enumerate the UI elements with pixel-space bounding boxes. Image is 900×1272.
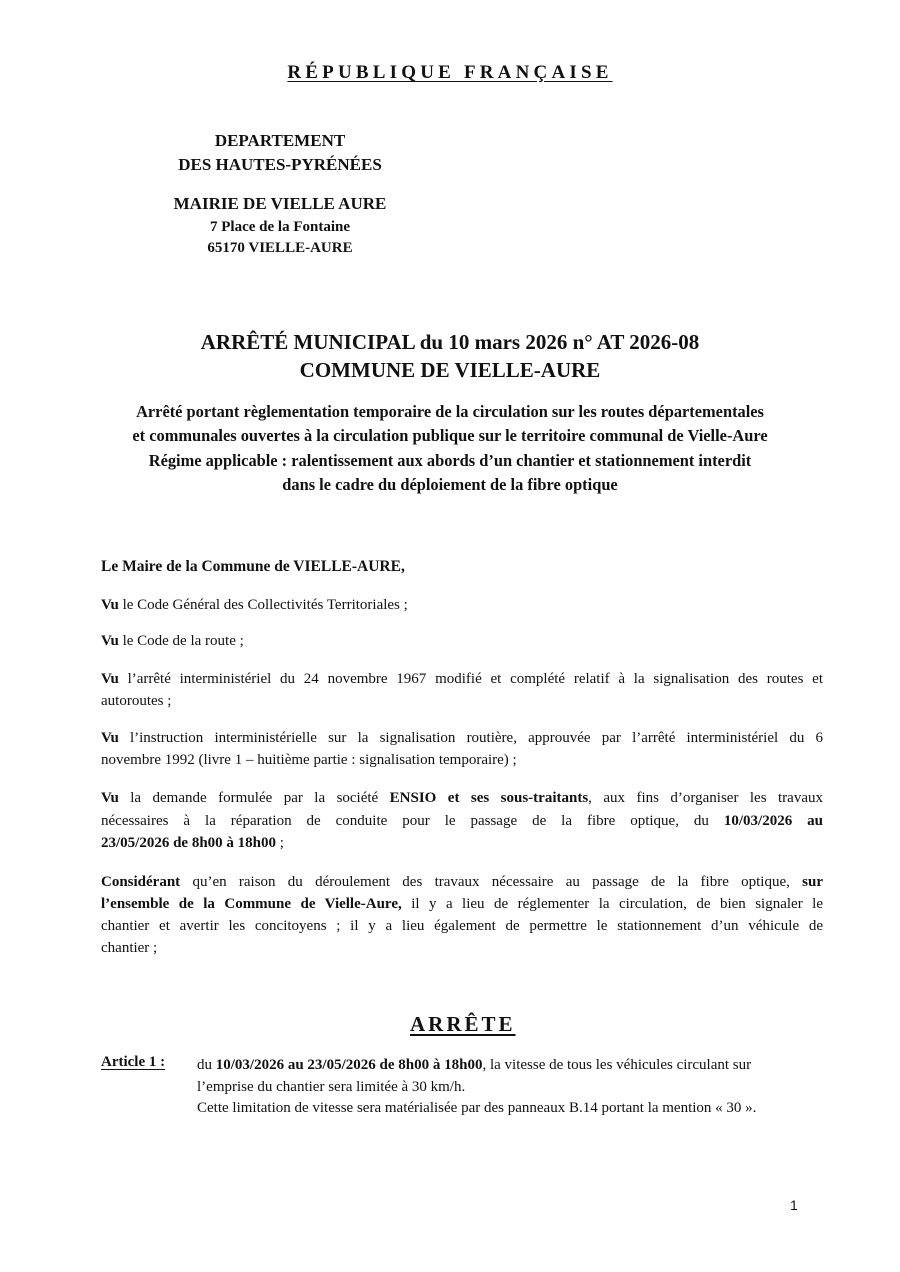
considerant-bold: l’ensemble de la Commune de Vielle-Aure, [101, 896, 402, 912]
mairie-name: MAIRIE DE VIELLE AURE [173, 194, 387, 213]
address-street: 7 Place de la Fontaine [210, 219, 350, 235]
date-range-end: 23/05/2026 de 8h00 à 18h00 [101, 835, 277, 851]
subtitle-line-3: Régime applicable : ralentissement aux abords d’un chantier et stationnement interdit [148, 451, 752, 470]
vu-text: , aux fins d’organiser les travaux [588, 790, 823, 806]
vu-arrete-1967-cont: autoroutes ; [101, 693, 172, 709]
subtitle-line-2: et communales ouvertes à la circulation publique sur le territoire communal de Vielle-Aure [132, 426, 768, 445]
considerant-label: Considérant [101, 874, 181, 890]
arrete-title: ARRÊTÉ MUNICIPAL du 10 mars 2026 n° AT 2026-08 [200, 330, 700, 354]
vu-text: nécessaires à la réparation de conduite pour le passage de la fibre optique, du [101, 813, 724, 829]
arrete-heading: ARRÊTE [410, 1012, 516, 1036]
considerant-bold: sur [802, 874, 823, 890]
address-city: 65170 VIELLE-AURE [207, 240, 353, 256]
date-range-start: 10/03/2026 au [723, 813, 824, 829]
considerant-line-1 [101, 871, 823, 893]
vu-text: ; [276, 835, 284, 851]
company-name: ENSIO et ses sous-traitants [389, 790, 589, 806]
article-1-line-1 [197, 1054, 825, 1076]
vu-cgct [101, 594, 823, 616]
vu-text: la demande formulée par la société [118, 790, 390, 806]
republic-heading: RÉPUBLIQUE FRANÇAISE [287, 62, 613, 83]
vu-text: l’instruction interministérielle sur la signalisation routière, approuvée par l’arrêté interministériel du 6 [118, 730, 823, 746]
article-text: du [197, 1057, 216, 1073]
commune-title: COMMUNE DE VIELLE-AURE [299, 358, 601, 382]
considerant-line-3: chantier et avertir les concitoyens ; il y a lieu également de permettre le stationnement d’un véhicule de [101, 918, 823, 934]
vu-label: Vu [101, 790, 119, 806]
subtitle-line-1: Arrêté portant règlementation temporaire de la circulation sur les routes départementales [136, 402, 764, 421]
article-text: , la vitesse de tous les véhicules circulant sur [482, 1057, 752, 1073]
page-number: 1 [790, 1197, 798, 1213]
vu-label: Vu [101, 671, 119, 687]
maire-line: Le Maire de la Commune de VIELLE-AURE, [101, 558, 405, 575]
department-line-2: DES HAUTES-PYRÉNÉES [178, 155, 382, 174]
vu-arrete-1967 [101, 668, 823, 690]
vu-instruction [101, 727, 823, 749]
vu-instruction-cont: novembre 1992 (livre 1 – huitième partie : signalisation temporaire) ; [101, 752, 517, 768]
considerant-text: il y a lieu de réglementer la circulation, de bien signaler le [401, 896, 823, 912]
considerant-line-4: chantier ; [101, 940, 158, 956]
vu-label: Vu [101, 597, 119, 613]
considerant-text: qu’en raison du déroulement des travaux nécessaire au passage de la fibre optique, [180, 874, 803, 890]
department-line-1: DEPARTEMENT [214, 131, 346, 150]
vu-text: l’arrêté interministériel du 24 novembre 1967 modifié et complété relatif à la signalisation des routes et [118, 671, 823, 687]
vu-text: le Code de la route ; [118, 633, 244, 649]
considerant-line-2 [101, 893, 823, 915]
vu-demande-line-2 [101, 810, 823, 832]
article-1-line-3: Cette limitation de vitesse sera matérialisée par des panneaux B.14 portant la mention « 30 ». [197, 1100, 757, 1116]
vu-demande-line-3 [101, 832, 823, 854]
vu-label: Vu [101, 633, 119, 649]
article-1-label: Article 1 : [101, 1054, 166, 1070]
subtitle-line-4: dans le cadre du déploiement de la fibre optique [282, 475, 618, 494]
article-1-line-2: l’emprise du chantier sera limitée à 30 km/h. [197, 1079, 466, 1095]
vu-code-route [101, 630, 823, 652]
vu-text: le Code Général des Collectivités Territoriales ; [118, 597, 408, 613]
vu-label: Vu [101, 730, 119, 746]
article-dates: 10/03/2026 au 23/05/2026 de 8h00 à 18h00 [215, 1057, 483, 1073]
vu-demande [101, 787, 823, 809]
